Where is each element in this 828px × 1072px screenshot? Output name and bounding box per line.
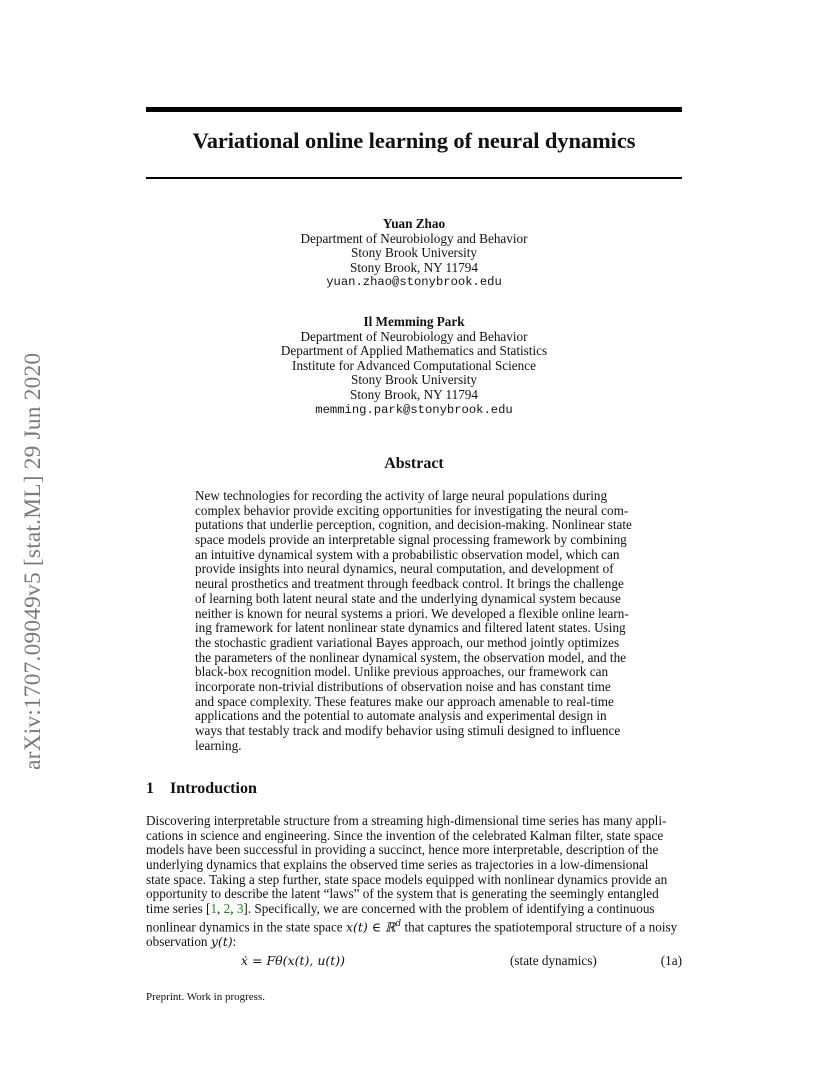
paragraph-line: time series [1, 2, 3]. Specifically, we are concerned with the problem of identifying a continuous — [146, 901, 655, 917]
author-affiliation: Stony Brook University — [350, 372, 477, 388]
abstract-line: learning. — [195, 737, 242, 753]
paragraph-line: nonlinear dynamics in the state space x(t) ∈ ℝ$^d$ that captures the spatiotemporal structure of a noisy — [146, 918, 678, 935]
abstract-line: an intuitive dynamical system with a probabilistic observation model, which can — [195, 546, 620, 562]
author-name: Yuan Zhao — [382, 216, 446, 231]
abstract-line: applications and the potential to automate analysis and experimental design in — [195, 708, 607, 724]
inline-math-superscript: d — [395, 918, 402, 929]
paragraph-line: opportunity to describe the latent “laws” of the system that is generating the seemingly entangled — [146, 886, 659, 902]
abstract-line: black-box recognition model. Unlike previous approaches, our framework can — [195, 664, 609, 680]
author-name: Il Memming Park — [363, 314, 465, 329]
author-block-2 — [146, 315, 682, 417]
footer-note: Preprint. Work in progress. — [146, 991, 265, 1003]
author-affiliation: Institute for Advanced Computational Science — [292, 357, 536, 373]
abstract-line: incorporate non-trivial distributions of observation noise and has constant time — [195, 678, 611, 694]
introduction-body — [146, 814, 682, 950]
paper-title: Variational online learning of neural dynamics — [192, 128, 636, 153]
author-affiliation: Department of Applied Mathematics and Statistics — [280, 343, 548, 359]
inline-math: y(t) — [210, 933, 233, 949]
author-email[interactable]: yuan.zhao@stonybrook.edu — [326, 275, 502, 290]
abstract-line: neither is known for neural systems a priori. We developed a flexible online learn- — [195, 605, 629, 621]
title-top-rule — [146, 107, 682, 112]
abstract-heading: Abstract — [384, 455, 444, 472]
abstract-line: complex behavior provide exciting opportunities for investigating the neural com- — [195, 502, 629, 518]
abstract-line: neural prosthetics and treatment through feedback control. It brings the challenge — [195, 576, 624, 592]
author-email[interactable]: memming.park@stonybrook.edu — [315, 402, 513, 417]
abstract-line: the stochastic gradient variational Bayes approach, our method jointly optimizes — [195, 634, 620, 650]
author-affiliation: Department of Neurobiology and Behavior — [300, 328, 528, 344]
citation-link[interactable]: 2 — [223, 901, 231, 917]
title-bottom-rule — [146, 177, 682, 179]
section-number: 1 — [146, 780, 154, 797]
section-title: Introduction — [170, 780, 257, 797]
abstract-line: of learning both latent neural state and the underlying dynamical system because — [195, 590, 621, 606]
author-affiliation: Stony Brook, NY 11794 — [350, 386, 478, 402]
paragraph-line: state space. Taking a step further, state space models equipped with nonlinear dynamics provide an — [146, 871, 668, 887]
paragraph-line: Discovering interpretable structure from a streaming high-dimensional time series has many appli- — [146, 813, 667, 828]
abstract-line: New technologies for recording the activity of large neural populations during — [195, 488, 608, 503]
paragraph-line: underlying dynamics that explains the observed time series as trajectories in a low-dimensional — [146, 857, 649, 873]
abstract-line: ing framework for latent nonlinear state dynamics and filtered latent states. Using — [195, 620, 626, 636]
inline-math: x(t) ∈ ℝ — [345, 919, 396, 935]
paragraph-line: cations in science and engineering. Since the invention of the celebrated Kalman filter, state space — [146, 827, 664, 843]
author-affiliation: Stony Brook University — [350, 245, 477, 261]
equation-number: (1a) — [660, 953, 682, 968]
author-affiliation: Department of Neurobiology and Behavior — [300, 230, 528, 246]
citation-link[interactable]: 1 — [210, 901, 218, 917]
equation-description: (state dynamics) — [510, 953, 597, 968]
abstract-body — [195, 489, 633, 753]
abstract-line: the parameters of the nonlinear dynamical system, the observation model, and the — [195, 649, 627, 665]
paragraph-line: observation y(t): — [146, 933, 237, 949]
abstract-line: putations that underlie perception, cognition, and decision-making. Nonlinear state — [195, 517, 632, 533]
abstract-line: and space complexity. These features make our approach amenable to real-time — [195, 693, 614, 709]
author-affiliation: Stony Brook, NY 11794 — [350, 259, 478, 275]
section-heading — [146, 780, 257, 798]
abstract-line: provide insights into neural dynamics, neural computation, and development of — [195, 561, 614, 577]
paragraph-line: models have been successful in providing a succinct, hence more interpretable, description of the — [146, 842, 659, 858]
abstract-line: ways that testably track and modify behavior using stimuli designed to influence — [195, 723, 621, 738]
arxiv-identifier: arXiv:1707.09049v5 [stat.ML] 29 Jun 2020 — [20, 352, 46, 770]
abstract-line: space models provide an interpretable signal processing framework by combining — [195, 532, 627, 548]
author-block-1 — [146, 217, 682, 290]
citation-link[interactable]: 3 — [236, 901, 244, 917]
equation-expression: ẋ = Fθ(x(t), u(t)) — [241, 953, 346, 968]
arxiv-stamp — [20, 285, 50, 770]
